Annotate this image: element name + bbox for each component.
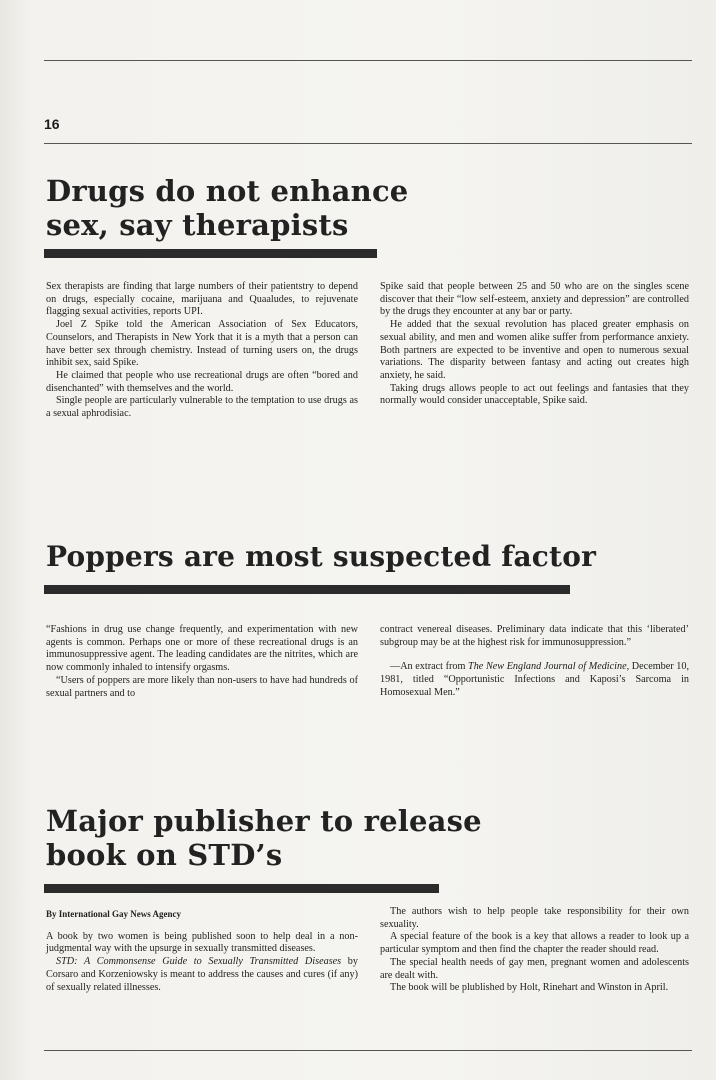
article-3-right-column [380,906,689,995]
article-1-left-paragraph: Single people are particularly vulnerable to the temptation to use drugs as a sexual aphrodisiac. [46,395,358,420]
article-1-left-paragraph: Sex therapists are finding that large numbers of their patientstry to depend on drugs, especially cocaine, marijuana and Quaaludes, to rejuvenate flagging sexual activities, reports UPI. [46,281,358,318]
article-1-right-paragraph: Taking drugs allows people to act out feelings and fantasies that they normally would consider unacceptable, Spike said. [380,382,689,407]
article-3-left-paragraph: A book by two women is being published soon to help deal in a non-judgmental way with the upsurge in sexually transmitted diseases. [46,930,358,955]
attribution-prefix: —An extract from [390,661,469,673]
attribution-journal: The New England Journal of Medicine, [468,661,630,673]
article-3-right-paragraph: The authors wish to help people take responsibility for their own sexuality. [380,906,689,930]
article-2-headline: Poppers are most suspected factor [46,540,597,573]
article-3-left-column [46,908,358,994]
bottom-rule [44,1050,692,1051]
article-2-right-column [380,624,689,700]
article-1-right-paragraph: Spike said that people between 25 and 50 who are on the singles scene discover that their “low self-esteem, anxiety and depression” are controlled by the drugs they encounter at any bar or party. [380,281,689,318]
article-2-left-paragraph: “Users of poppers are more likely than non-users to have had hundreds of sexual partners and to [46,674,358,699]
article-3-headline-line2: book on STD’s [46,838,283,872]
article-1-headline [46,174,408,242]
page-number: 16 [44,116,60,132]
top-rule [44,60,692,61]
article-1-right-column [380,281,689,408]
article-2-left-column [46,624,358,700]
article-3-rule [44,884,439,893]
article-3-headline [46,804,482,872]
article-3-right-paragraph: A special feature of the book is a key that allows a reader to look up a particular symptom and then find the chapter the reader should read. [380,931,689,956]
article-3-left-paragraph [46,956,358,994]
article-2-rule [44,585,570,594]
article-1-left-paragraph: He claimed that people who use recreational drugs are often “bored and disenchanted” with themselves and the world. [46,369,358,394]
article-2-left-paragraph: “Fashions in drug use change frequently, and experimentation with new agents is common. Perhaps one or more of these recreational drugs is an immunosuppressive agent. The leading candidates are the nitrites, which are now commonly inhaled to intensify orgasms. [46,624,358,674]
article-3-right-paragraph: The book will be plublished by Holt, Rinehart and Winston in April. [390,982,669,994]
article-2-attribution [380,661,689,699]
article-1-rule [44,249,377,258]
article-1-headline-line1: Drugs do not enhance [46,174,409,208]
header-rule [44,143,692,144]
attribution-suffix: December 10, 1981, titled “Opportunistic Infections and Kaposi’s Sarcoma in Homosexual Men.” [380,661,690,698]
article-1-right-paragraph: He added that the sexual revolution has placed greater emphasis on sexual ability, and men and women alike suffer from performance anxiety. Both partners are expected to be inventive and open to numerous sexual variations. The disparity between fantasy and acting out creates high anxiety, he said. [380,319,689,381]
article-3-headline-line1: Major publisher to release [46,804,482,838]
article-1-headline-line2: sex, say therapists [46,208,349,242]
article-1-left-column [46,281,358,421]
article-3-right-paragraph: The special health needs of gay men, pregnant women and adolescents are dealt with. [380,956,689,981]
article-3-byline: By International Gay News Agency [46,909,181,919]
book-description: by Corsaro and Korzeniowsky is meant to address the causes and cures (if any) of sexually related illnesses. [46,956,358,993]
article-2-right-paragraph: contract venereal diseases. Preliminary data indicate that this ‘liberated’ subgroup may be at the highest risk for immunosuppression.” [380,624,689,648]
book-title: STD: A Commonsense Guide to Sexually Transmitted Diseases [56,956,342,968]
article-1-left-paragraph: Joel Z Spike told the American Association of Sex Educators, Counselors, and Therapists in New York that it is a myth that a person can have better sex through chemistry. Instead of turning users on, the drugs inhibit sex, said Spike. [46,319,358,369]
